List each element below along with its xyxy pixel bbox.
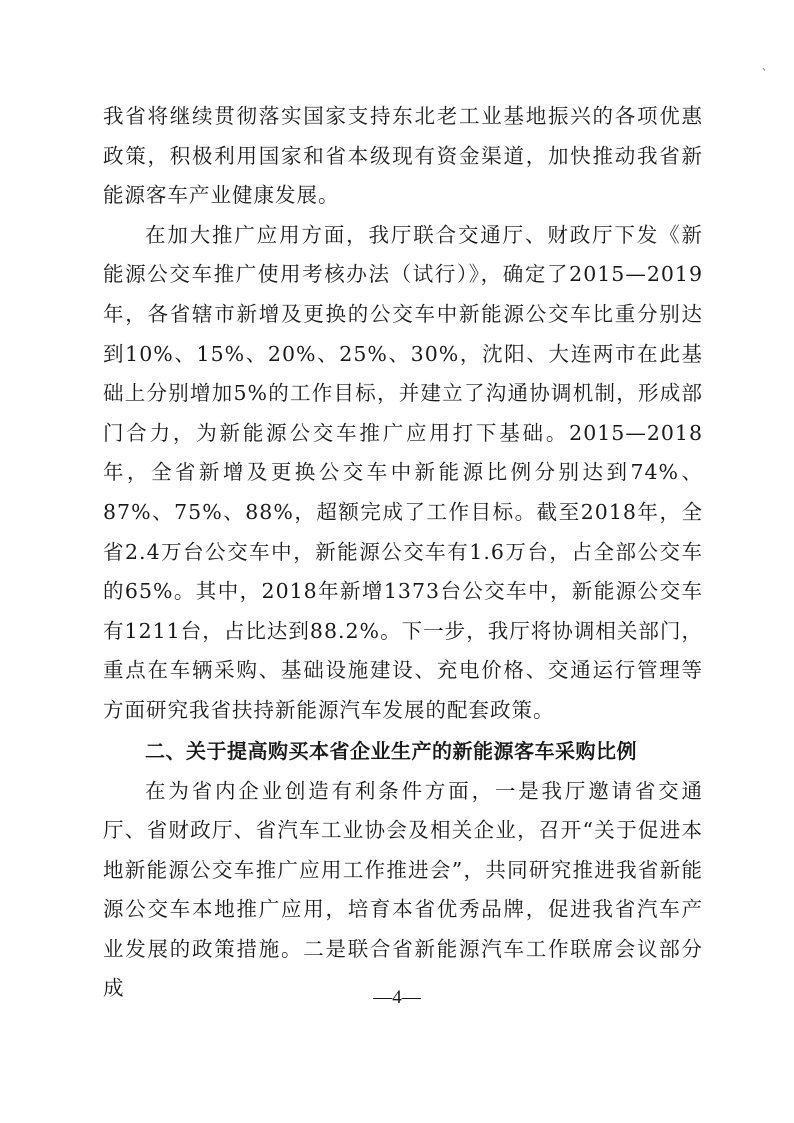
paragraph-promotion: 在加大推广应用方面，我厅联合交通厅、财政厅下发《新能源公交车推广使用考核办法（试行）》，确定了2015—2019年，各省辖市新增及更换的公交车中新能源公交车比重分别达到10%、15%、20%、25%、30%，沈阳、大连两市在此基础上分别增加5%的工作目标，并建立了沟通协调机制，形成部门合力，为新能源公交车推广应用打下基础。2015—2018年，全省新增及更换公交车中新能源比例分别达到74%、87%、75%、88%，超额完成了工作目标。截至2018年，全省2.4万台公交车中，新能源公交车有1.6万台，占全部公交车的65%。其中，2018年新增1373台公交车中，新能源公交车有1211台，占比达到88.2%。下一步，我厅将协调相关部门，重点在车辆采购、基础设施建设、充电价格、交通运行管理等方面研究我省扶持新能源汽车发展的配套政策。	[103, 222, 703, 722]
corner-mark: 、	[762, 62, 772, 73]
page-number: —4—	[373, 987, 421, 1008]
paragraph-continued: 我省将继续贯彻落实国家支持东北老工业基地振兴的各项优惠政策，积极利用国家和省本级现有资金渠道，加快推动我省新能源客车产业健康发展。	[103, 104, 703, 208]
paragraph-local-enterprises: 在为省内企业创造有利条件方面，一是我厅邀请省交通厅、省财政厅、省汽车工业协会及相关企业，召开“关于促进本地新能源公交车推广应用工作推进会”，共同研究推进我省新能源公交车本地推广应用，培育本省优秀品牌，促进我省汽车产业发展的政策措施。二是联合省新能源汽车工作联席会议部分成	[103, 778, 703, 1001]
section-heading: 二、关于提高购买本省企业生产的新能源客车采购比例	[145, 738, 637, 763]
document-page	[103, 97, 703, 1009]
